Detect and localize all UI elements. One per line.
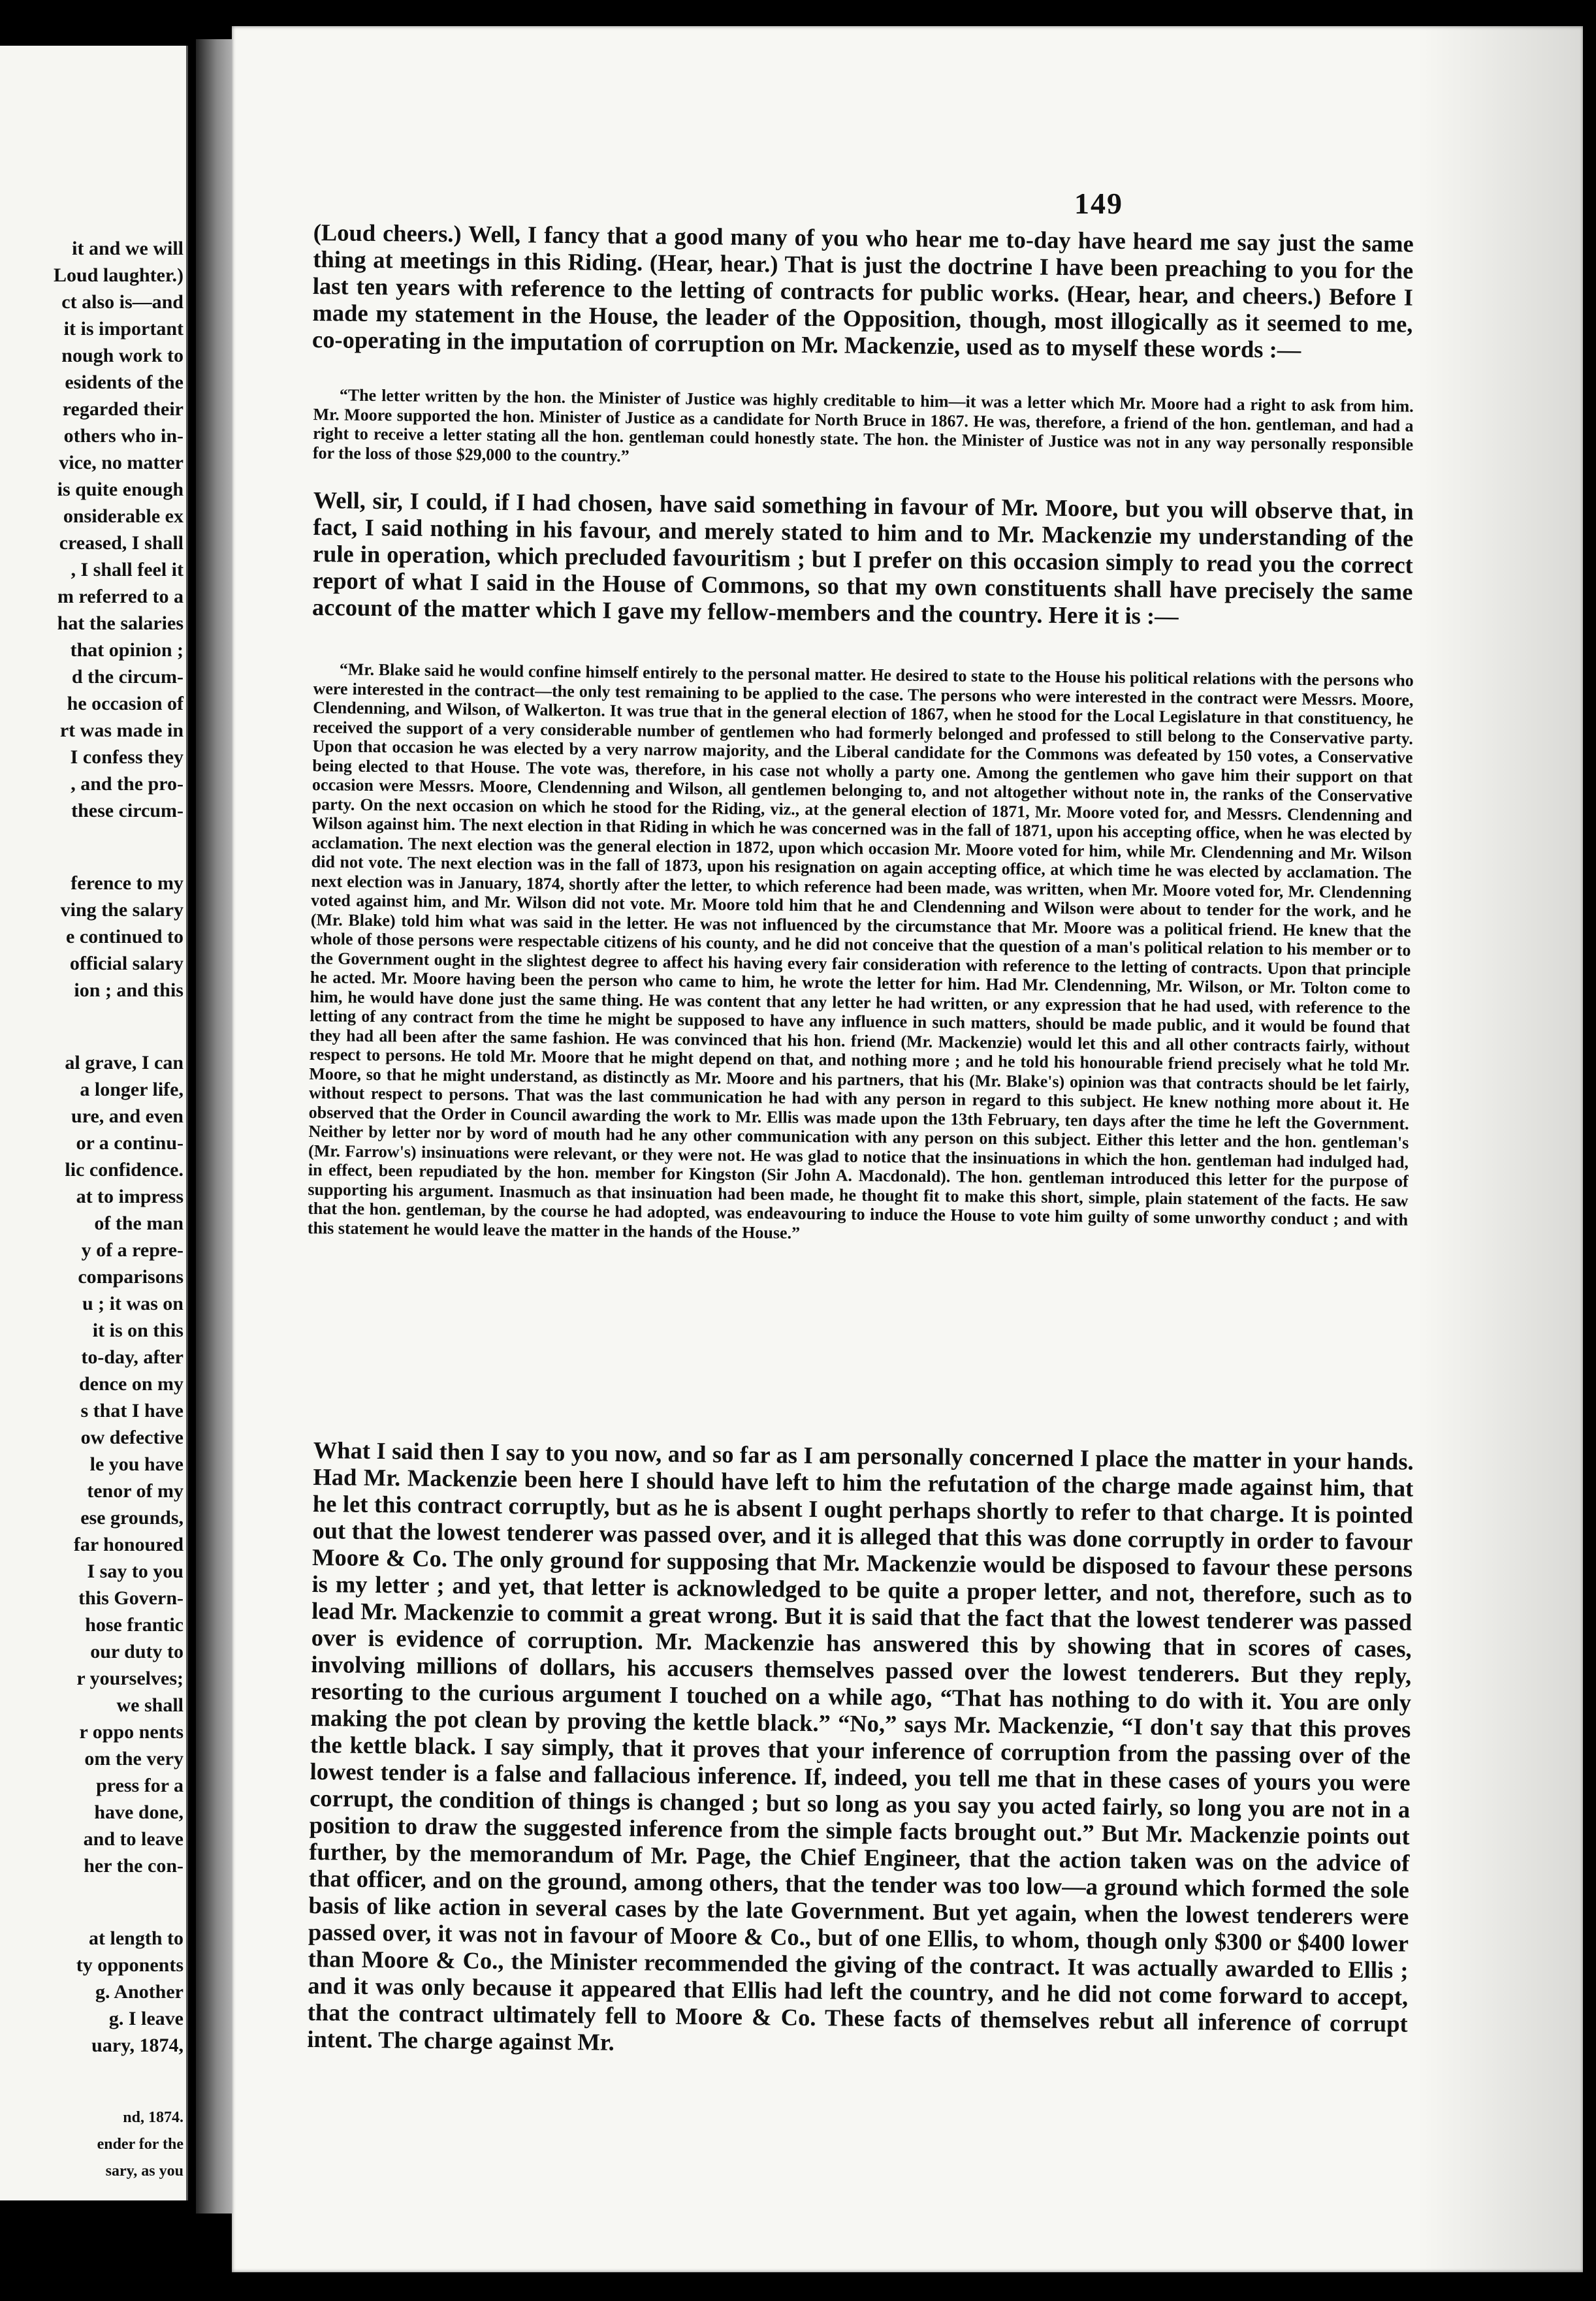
facing-page-line: of the man: [94, 1213, 184, 1234]
facing-page-line: and to leave: [83, 1828, 184, 1850]
facing-page-text: [54, 235, 184, 2185]
facing-page-line: we shall: [116, 1694, 184, 1716]
facing-page-line: le you have: [89, 1453, 184, 1475]
facing-page-line: this Govern-: [78, 1587, 184, 1609]
facing-page-line: , and the pro-: [71, 773, 184, 795]
facing-page-line: at to impress: [76, 1186, 184, 1207]
facing-page-line: comparisons: [78, 1266, 184, 1288]
body-paragraph-2: Well, sir, I could, if I had chosen, have said something in favour of Mr. Moore, but you will observe that, in fact, I said nothing in his favour, and merely stated to him and to Mr. Mackenzie my understanding of the rule in operation, which precluded favouritism ; but I prefer on this occasion simply to read you the correct report of what I said in the House of Commons, so that my own constituents shall have precisely the same account of the matter which I gave my fellow-members and the country. Here it is :—: [311, 486, 1414, 629]
facing-page-line: vice, no matter: [59, 452, 184, 473]
facing-page-line: y of a repre-: [81, 1239, 184, 1261]
facing-page-line: al grave, I can: [65, 1052, 184, 1073]
facing-page-line: nd, 1874.: [123, 2109, 184, 2126]
facing-page-gap: [54, 2059, 184, 2104]
facing-page-line: it and we will: [72, 238, 184, 259]
facing-page-line: nough work to: [61, 345, 184, 366]
facing-page-line: that opinion ;: [70, 639, 184, 661]
facing-page-line: at length to: [89, 1928, 184, 1949]
facing-page-line: ion ; and this: [74, 979, 184, 1001]
facing-page-line: esidents of the: [65, 372, 184, 393]
facing-page-line: or a continu-: [76, 1132, 184, 1154]
facing-page-line: ese grounds,: [80, 1507, 184, 1529]
facing-page-line: rt was made in: [59, 720, 184, 741]
facing-page-gap: [54, 1004, 184, 1049]
facing-page-line: r yourselves;: [76, 1668, 184, 1689]
facing-page-line: it is important: [63, 318, 184, 340]
facing-page-line: Loud laughter.): [54, 264, 184, 286]
facing-page-line: to-day, after: [81, 1346, 184, 1368]
facing-page-line: onsiderable ex: [63, 505, 184, 527]
facing-page-line: g. Another: [95, 1981, 184, 2003]
facing-page-line: d the circum-: [71, 666, 184, 688]
facing-page-line: our duty to: [90, 1641, 184, 1662]
facing-page-line: ty opponents: [76, 1954, 184, 1976]
facing-page-line: u ; it was on: [82, 1293, 184, 1314]
facing-page-line: he occasion of: [67, 693, 184, 714]
facing-page-line: ow defective: [80, 1427, 184, 1448]
facing-page-line: regarded their: [62, 398, 184, 420]
facing-page-line: s that I have: [80, 1400, 184, 1421]
facing-page-line: lic confidence.: [65, 1159, 184, 1181]
facing-page-line: far honoured: [73, 1534, 184, 1555]
facing-page-line: ure, and even: [71, 1105, 184, 1127]
facing-page-line: have done,: [94, 1801, 184, 1823]
facing-page-line: dence on my: [79, 1373, 184, 1395]
facing-page-line: ving the salary: [60, 899, 184, 921]
facing-page-line: sary, as you: [105, 2163, 184, 2180]
facing-page-line: ender for the: [97, 2136, 184, 2153]
facing-page-line: e continued to: [66, 926, 184, 947]
facing-page-line: official salary: [69, 953, 184, 974]
facing-page-line: a longer life,: [80, 1079, 184, 1100]
facing-page-gap: [54, 824, 184, 870]
scan-border: [1583, 0, 1596, 2301]
facing-page-line: hat the salaries: [57, 612, 184, 634]
facing-page-gap: [54, 1879, 184, 1925]
facing-page-line: uary, 1874,: [91, 2035, 184, 2056]
page-edge-shade: [1417, 26, 1584, 2272]
facing-page-line: hose frantic: [85, 1614, 184, 1636]
facing-page-line: r oppo nents: [79, 1721, 184, 1743]
body-paragraph-1: (Loud cheers.) Well, I fancy that a good many of you who hear me to-day have heard me say just the same thing at meetings in this Riding. (Hear, hear.) That is just the doctrine I have been preaching to you for the last ten years with reference to the letting of contracts for public works. (Hear, hear, and cheers.) Before I made my statement in the House, the leader of the Opposition, though, most illogically as it seemed to me, co-operating in the imputation of corruption on Mr. Mackenzie, used as to myself these words :—: [311, 219, 1414, 363]
facing-page-line: I say to you: [87, 1561, 184, 1582]
body-paragraph-3: What I said then I say to you now, and so far as I am personally concerned I place the matter in your hands. Had Mr. Mackenzie been here I should have left to him the refutation of the charge made against him, that he let this contract corruptly, but as he is absent I ought perhaps shortly to refer to that charge. It is pointed out that the lowest tenderer was passed over, and it is alleged that this was done corruptly in order to favour Moore & Co. The only ground for supposing that Mr. Mackenzie would be disposed to favour these persons is my letter ; and yet, that letter is acknowledged to be quite a proper letter, and not, therefore, such as to lead Mr. Mackenzie to commit a great wrong. But it is said that the fact that the lowest tenderer was passed over is evidence of corruption. Mr. Mackenzie has answered this by showing that in scores of cases, involving millions of dollars, his accusers themselves passed over the lowest tenderers. But they reply, resorting to the curious argument I touched on a while ago, “That has nothing to do with it. You are only making the pot clean by proving the kettle black.” “No,” says Mr. Mackenzie, “I don't say that this proves the kettle black. I say simply, that it proves that your inference of corruption from the passing over of the lowest tender is a false and fallacious inference. If, indeed, you tell me that in these cases of yours you were corrupt, the condition of things is changed ; but so long as you say you acted fairly, so long you are not in a position to draw the suggested inference from the simple facts brought out.” But Mr. Mackenzie points out further, by the memorandum of Mr. Page, the Chief Engineer, that the action taken was on the advice of that officer, and on the ground, among others, that the tender was too low—a ground which formed the sole basis of like action in several cases by the late Government. But yet again, when the lowest tenderers were passed over, it was not in favour of Moore & Co., but of one Ellis, to whom, though only $300 or $400 lower than Moore & Co., the Minister recommended the giving of the contract. It was actually awarded to Ellis ; and it was only because it appeared that Ellis had left the country, and he did not come forward to accept, that the contract ultimately fell to Moore & Co. These facts of themselves rebut all inference of corrupt intent. The charge against Mr.: [307, 1436, 1414, 2055]
facing-page-line: g. I leave: [108, 2008, 184, 2029]
facing-page-line: press for a: [96, 1775, 184, 1796]
facing-page-line: I confess they: [70, 746, 184, 768]
quoted-passage-1: “The letter written by the hon. the Minister of Justice was highly creditable to him—it was a letter which Mr. Moore had a right to ask from him. Mr. Moore supported the hon. Minister of Justice as a candidate for North Bruce in 1867. He was, therefore, a friend of the hon. gentleman, and had a right to receive a letter stating all the hon. gentleman could honestly state. The hon. the Minister of Justice was not in any way personally responsible for the loss of those $29,000 to the country.”: [312, 385, 1414, 466]
page-number: 149: [1074, 187, 1123, 220]
quoted-passage-2: “Mr. Blake said he would confine himself entirely to the personal matter. He desired to state to the House his political relations with the persons who were interested in the contract—the only test remaining to be applied to the case. The persons who were interested in the contract were Messrs. Moore, Clendenning, and Wilson, of Walkerton. It was true that in the general election of 1867, when he stood for the Local Legislature in that constituency, he received the support of a very considerable number of gentlemen who had formerly belonged and professed to still belong to the Conservative party. Upon that occasion he was elected by a very narrow majority, and the Liberal candidate for the Commons was defeated by 150 votes, a Conservative being elected to that House. The vote was, therefore, in his case not wholly a party one. Among the gentlemen who gave him their support on that occasion were Messrs. Moore, Clendenning and Wilson, all gentlemen belonging to, and not altogether without note in, the ranks of the Conservative party. On the next occasion on which he stood for the Riding, viz., at the general election of 1871, Mr. Moore voted for, and Messrs. Clendenning and Wilson against him. The next election in that Riding in which he was concerned was in the fall of 1871, upon his accepting office, when he was elected by acclamation. The next election was the general election in 1872, upon which occasion Mr. Moore voted for him, while Mr. Clendenning and Mr. Wilson did not vote. The next election was in the fall of 1873, upon his resignation on again accepting office, at which time he was elected by acclamation. The next election was in January, 1874, shortly after the letter, to which reference had been made, was written, when Mr. Moore voted for, Mr. Clendenning voted against him, and Mr. Wilson did not vote. Mr. Moore told him that he and Clendenning and Wilson were about to tender for the work, and he (Mr. Blake) told him what was said in the letter. He was not influenced by the circumstance that Mr. Moore was a political friend. He knew that the whole of those persons were respectable citizens of his county, and he did not conceive that the question of a man's political relation to his member or to the Government ought in the slightest degree to affect his having every fair consideration with reference to the letting of contracts. Upon that principle he acted. Mr. Moore having been the person who came to him, he wrote the letter for him. Had Mr. Clendenning, Mr. Wilson, or Mr. Tolton come to him, he would have done just the same thing. He was content that any letter he had written, or any expression that he had used, with reference to the letting of any contract from the time he might be supposed to have any influence in such matters, should be made public, and it would be found that they had all been after the same fashion. He was convinced that his hon. friend (Mr. Mackenzie) would let this and all other contracts fairly, without respect to persons. He told Mr. Moore that he might depend on that, and nothing more ; and he told his honourable friend precisely what he told Mr. Moore, so that he might understand, as distinctly as Mr. Moore and his partners, that his (Mr. Blake's) opinion was that contracts should be let fairly, without respect to persons. That was the last communication he had with any person in regard to this subject. He knew nothing more about it. He observed that the Order in Council awarding the work to Mr. Ellis was made upon the 13th February, ten days after the time he left the Government. Neither by letter nor by word of mouth had he any other communication with any person on this subject. Either this letter and the hon. gentleman's (Mr. Farrow's) insinuations were relevant, or they were not. He was glad to notice that the insinuations in which the hon. gentleman had indulged had, in effect, been repudiated by the hon. member for Kingston (Sir John A. Macdonald). The hon. gentleman introduced this letter for the purpose of supporting his argument. Inasmuch as that insinuation had been made, he thought fit to make this short, simple, plain statement of the facts. He saw that the hon. gentleman, by the course he had adopted, was endeavouring to induce the House to vote him guilty of some unworthy conduct ; and with this statement he would leave the matter in the hands of the House.”: [307, 659, 1414, 1243]
facing-page-line: ference to my: [71, 872, 184, 894]
facing-page-line: creased, I shall: [59, 532, 184, 554]
facing-page-line: m referred to a: [57, 586, 184, 607]
facing-page-line: ct also is—and: [61, 291, 184, 313]
facing-page-line: tenor of my: [87, 1480, 184, 1502]
facing-page-line: , I shall feel it: [71, 559, 184, 580]
facing-page-line: is quite enough: [57, 479, 184, 500]
facing-page-line: it is on this: [92, 1320, 184, 1341]
facing-page-line: her the con-: [84, 1855, 184, 1877]
facing-page-fragment: [0, 46, 188, 2200]
facing-page-line: these circum-: [71, 800, 184, 821]
facing-page-line: others who in-: [63, 425, 184, 447]
facing-page-line: om the very: [84, 1748, 184, 1769]
